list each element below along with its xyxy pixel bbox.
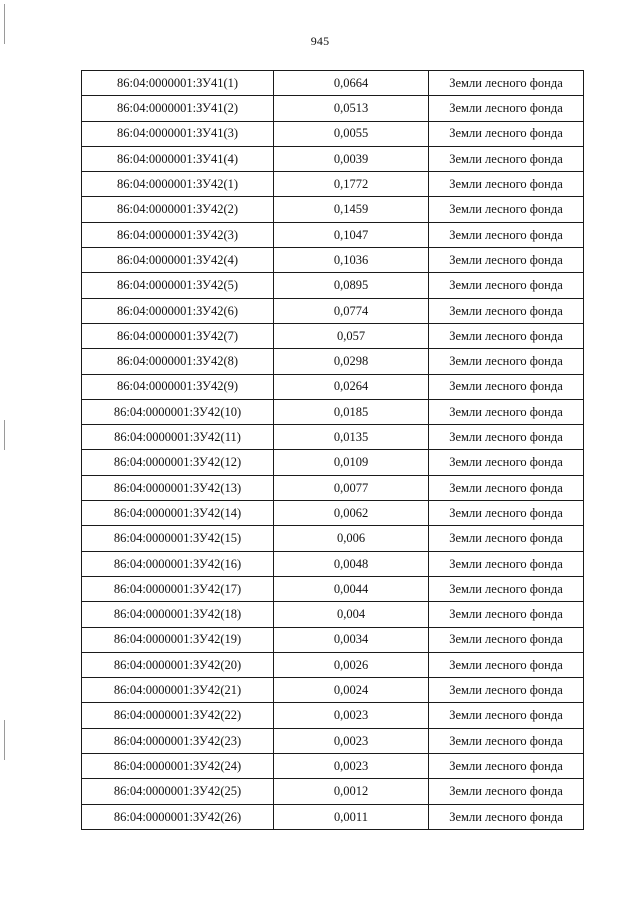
table-row bbox=[82, 146, 584, 171]
table-row bbox=[82, 754, 584, 779]
cadastral-number-cell: 86:04:0000001:ЗУ42(9) bbox=[82, 374, 274, 399]
table-row bbox=[82, 678, 584, 703]
land-category-cell: Земли лесного фонда bbox=[429, 678, 584, 703]
table-row bbox=[82, 703, 584, 728]
cadastral-number-cell: 86:04:0000001:ЗУ42(18) bbox=[82, 602, 274, 627]
cadastral-number-cell: 86:04:0000001:ЗУ42(8) bbox=[82, 349, 274, 374]
cadastral-number-cell: 86:04:0000001:ЗУ42(21) bbox=[82, 678, 274, 703]
table-row bbox=[82, 399, 584, 424]
land-category-cell: Земли лесного фонда bbox=[429, 298, 584, 323]
cadastral-number-cell: 86:04:0000001:ЗУ42(23) bbox=[82, 728, 274, 753]
area-cell: 0,0024 bbox=[274, 678, 429, 703]
area-cell: 0,0264 bbox=[274, 374, 429, 399]
cadastral-number-cell: 86:04:0000001:ЗУ42(6) bbox=[82, 298, 274, 323]
area-cell: 0,0062 bbox=[274, 501, 429, 526]
area-cell: 0,0026 bbox=[274, 652, 429, 677]
land-category-cell: Земли лесного фонда bbox=[429, 779, 584, 804]
table-row bbox=[82, 273, 584, 298]
cadastral-number-cell: 86:04:0000001:ЗУ41(2) bbox=[82, 96, 274, 121]
table-row bbox=[82, 627, 584, 652]
table-row bbox=[82, 779, 584, 804]
table-row bbox=[82, 602, 584, 627]
area-cell: 0,004 bbox=[274, 602, 429, 627]
cadastral-number-cell: 86:04:0000001:ЗУ42(1) bbox=[82, 172, 274, 197]
area-cell: 0,0895 bbox=[274, 273, 429, 298]
cadastral-number-cell: 86:04:0000001:ЗУ42(16) bbox=[82, 551, 274, 576]
land-category-cell: Земли лесного фонда bbox=[429, 754, 584, 779]
area-cell: 0,0298 bbox=[274, 349, 429, 374]
scan-edge-mark bbox=[4, 420, 5, 450]
land-category-cell: Земли лесного фонда bbox=[429, 627, 584, 652]
table-row bbox=[82, 804, 584, 829]
table-row bbox=[82, 425, 584, 450]
cadastral-number-cell: 86:04:0000001:ЗУ42(7) bbox=[82, 323, 274, 348]
cadastral-number-cell: 86:04:0000001:ЗУ42(10) bbox=[82, 399, 274, 424]
land-category-cell: Земли лесного фонда bbox=[429, 146, 584, 171]
land-category-cell: Земли лесного фонда bbox=[429, 197, 584, 222]
table-row bbox=[82, 728, 584, 753]
table-row bbox=[82, 96, 584, 121]
land-category-cell: Земли лесного фонда bbox=[429, 703, 584, 728]
table-row bbox=[82, 248, 584, 273]
area-cell: 0,0012 bbox=[274, 779, 429, 804]
cadastral-number-cell: 86:04:0000001:ЗУ42(24) bbox=[82, 754, 274, 779]
area-cell: 0,0048 bbox=[274, 551, 429, 576]
table-row bbox=[82, 652, 584, 677]
area-cell: 0,0135 bbox=[274, 425, 429, 450]
area-cell: 0,0023 bbox=[274, 728, 429, 753]
land-category-cell: Земли лесного фонда bbox=[429, 804, 584, 829]
area-cell: 0,006 bbox=[274, 526, 429, 551]
cadastral-number-cell: 86:04:0000001:ЗУ42(11) bbox=[82, 425, 274, 450]
cadastral-number-cell: 86:04:0000001:ЗУ42(25) bbox=[82, 779, 274, 804]
table-row bbox=[82, 576, 584, 601]
cadastral-number-cell: 86:04:0000001:ЗУ41(1) bbox=[82, 71, 274, 96]
table-row bbox=[82, 551, 584, 576]
land-category-cell: Земли лесного фонда bbox=[429, 121, 584, 146]
area-cell: 0,0044 bbox=[274, 576, 429, 601]
land-category-cell: Земли лесного фонда bbox=[429, 728, 584, 753]
area-cell: 0,0774 bbox=[274, 298, 429, 323]
area-cell: 0,0185 bbox=[274, 399, 429, 424]
table-row bbox=[82, 71, 584, 96]
land-category-cell: Земли лесного фонда bbox=[429, 652, 584, 677]
cadastral-number-cell: 86:04:0000001:ЗУ42(5) bbox=[82, 273, 274, 298]
land-category-cell: Земли лесного фонда bbox=[429, 399, 584, 424]
scan-edge-mark bbox=[4, 720, 5, 760]
area-cell: 0,0109 bbox=[274, 450, 429, 475]
table-row bbox=[82, 172, 584, 197]
cadastral-number-cell: 86:04:0000001:ЗУ42(19) bbox=[82, 627, 274, 652]
land-category-cell: Земли лесного фонда bbox=[429, 248, 584, 273]
land-category-cell: Земли лесного фонда bbox=[429, 576, 584, 601]
land-category-cell: Земли лесного фонда bbox=[429, 450, 584, 475]
land-category-cell: Земли лесного фонда bbox=[429, 71, 584, 96]
land-category-cell: Земли лесного фонда bbox=[429, 551, 584, 576]
cadastral-number-cell: 86:04:0000001:ЗУ42(2) bbox=[82, 197, 274, 222]
table-row bbox=[82, 298, 584, 323]
table-body bbox=[82, 71, 584, 830]
land-category-cell: Земли лесного фонда bbox=[429, 349, 584, 374]
area-cell: 0,0055 bbox=[274, 121, 429, 146]
table-row bbox=[82, 374, 584, 399]
area-cell: 0,0023 bbox=[274, 703, 429, 728]
land-category-cell: Земли лесного фонда bbox=[429, 273, 584, 298]
land-category-cell: Земли лесного фонда bbox=[429, 172, 584, 197]
cadastral-number-cell: 86:04:0000001:ЗУ42(13) bbox=[82, 475, 274, 500]
area-cell: 0,0077 bbox=[274, 475, 429, 500]
table-row bbox=[82, 450, 584, 475]
land-category-cell: Земли лесного фонда bbox=[429, 475, 584, 500]
land-category-cell: Земли лесного фонда bbox=[429, 96, 584, 121]
cadastral-number-cell: 86:04:0000001:ЗУ42(22) bbox=[82, 703, 274, 728]
table-row bbox=[82, 197, 584, 222]
land-plot-table bbox=[81, 70, 584, 830]
land-category-cell: Земли лесного фонда bbox=[429, 602, 584, 627]
area-cell: 0,1772 bbox=[274, 172, 429, 197]
land-category-cell: Земли лесного фонда bbox=[429, 425, 584, 450]
land-category-cell: Земли лесного фонда bbox=[429, 374, 584, 399]
area-cell: 0,0034 bbox=[274, 627, 429, 652]
table-row bbox=[82, 222, 584, 247]
table-row bbox=[82, 475, 584, 500]
cadastral-number-cell: 86:04:0000001:ЗУ42(17) bbox=[82, 576, 274, 601]
cadastral-number-cell: 86:04:0000001:ЗУ42(12) bbox=[82, 450, 274, 475]
area-cell: 0,0023 bbox=[274, 754, 429, 779]
area-cell: 0,0513 bbox=[274, 96, 429, 121]
table-row bbox=[82, 323, 584, 348]
land-category-cell: Земли лесного фонда bbox=[429, 501, 584, 526]
cadastral-number-cell: 86:04:0000001:ЗУ42(15) bbox=[82, 526, 274, 551]
area-cell: 0,057 bbox=[274, 323, 429, 348]
table-row bbox=[82, 501, 584, 526]
cadastral-number-cell: 86:04:0000001:ЗУ42(3) bbox=[82, 222, 274, 247]
page-number: 945 bbox=[310, 34, 330, 48]
area-cell: 0,0039 bbox=[274, 146, 429, 171]
area-cell: 0,1047 bbox=[274, 222, 429, 247]
area-cell: 0,0011 bbox=[274, 804, 429, 829]
cadastral-number-cell: 86:04:0000001:ЗУ42(4) bbox=[82, 248, 274, 273]
cadastral-number-cell: 86:04:0000001:ЗУ41(4) bbox=[82, 146, 274, 171]
land-category-cell: Земли лесного фонда bbox=[429, 323, 584, 348]
area-cell: 0,0664 bbox=[274, 71, 429, 96]
table-row bbox=[82, 349, 584, 374]
cadastral-number-cell: 86:04:0000001:ЗУ41(3) bbox=[82, 121, 274, 146]
area-cell: 0,1036 bbox=[274, 248, 429, 273]
area-cell: 0,1459 bbox=[274, 197, 429, 222]
cadastral-number-cell: 86:04:0000001:ЗУ42(20) bbox=[82, 652, 274, 677]
cadastral-number-cell: 86:04:0000001:ЗУ42(14) bbox=[82, 501, 274, 526]
cadastral-number-cell: 86:04:0000001:ЗУ42(26) bbox=[82, 804, 274, 829]
table-row bbox=[82, 121, 584, 146]
table-row bbox=[82, 526, 584, 551]
land-category-cell: Земли лесного фонда bbox=[429, 526, 584, 551]
land-category-cell: Земли лесного фонда bbox=[429, 222, 584, 247]
